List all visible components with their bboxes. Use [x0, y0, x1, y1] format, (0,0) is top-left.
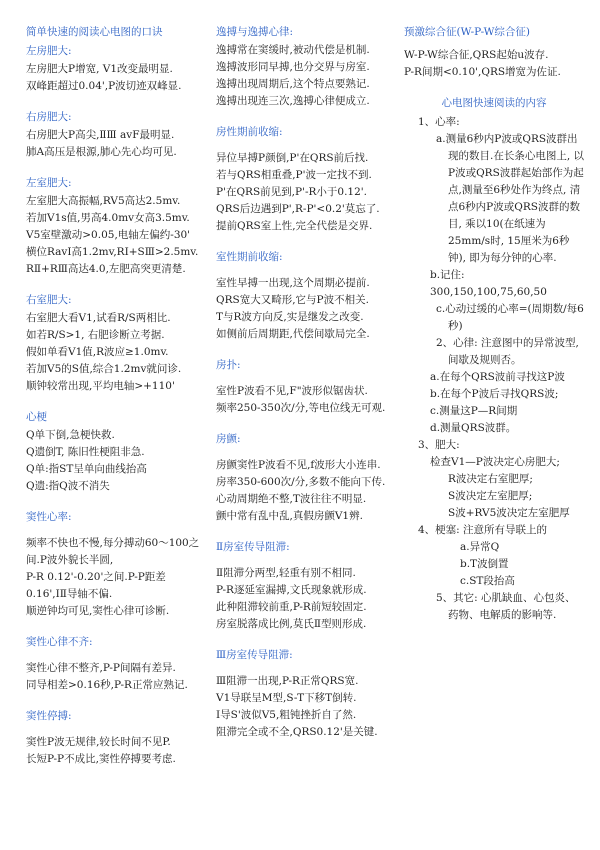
- text-line: P-R逐延室漏搏,文氏现象就形成.: [216, 584, 367, 596]
- spacer: [216, 375, 396, 383]
- text-line: 双峰距超过0.04',P波切迹双峰显.: [26, 80, 182, 92]
- spacer: [216, 449, 396, 457]
- list-item: 检查V1—P波决定心房肥大;: [430, 456, 560, 468]
- text-line: 逸搏出现连三次,逸搏心律便成立.: [216, 95, 370, 107]
- text-line: 顺逆钟均可见,窦性心律可诊断.: [26, 605, 170, 617]
- text-line: 同导相差>0.16秒,P-R正常应熟记.: [26, 679, 188, 691]
- section: [26, 509, 202, 620]
- section: [26, 175, 202, 278]
- left-sections: [26, 43, 202, 768]
- section: [26, 409, 202, 495]
- section-heading: 心梗: [26, 411, 47, 423]
- text-line: 顺钟较常出现,平均电轴>+110': [26, 380, 175, 392]
- section: [26, 634, 202, 694]
- text-line: 提前QRS室上性,完全代偿是交界.: [216, 220, 373, 232]
- text-line: Q遗:指Q波不消失: [26, 480, 110, 492]
- section-heading: 房扑:: [216, 359, 241, 371]
- text-line: Q单下倒,急梗快救.: [26, 429, 115, 441]
- list-item: a.测量6秒内P波或QRS波群出现的数目.在长条心电图上, 以P波或QRS波群起始部作为起点,测量至6秒处作为终点, 清点6秒内P波或QRS波群的数目, 乘以10(在纸速为25mm/s时, 15厘米为6秒钟), 即为每分钟的心率.: [436, 133, 585, 264]
- text-line: 窦性P波无规律,较长时间不见P.: [26, 736, 171, 748]
- spacer: [26, 652, 202, 660]
- list-item: 5、其它: 心肌缺血、心包炎、药物、电解质的影响等.: [436, 592, 576, 621]
- list-item: 2、心律: 注意图中的异常波型, 间歇及规则否。: [436, 337, 579, 366]
- text-line: 房室脱落成比例,莫氏Ⅱ型则形成.: [216, 618, 367, 630]
- list-item: R波决定右室肥厚;: [448, 473, 533, 485]
- middle-sections: [216, 24, 396, 741]
- text-line: 若与QRS相重叠,P'波一定找不到.: [216, 169, 372, 181]
- text-line: 左室肥大高振幅,RV5高达2.5mv.: [26, 195, 181, 207]
- list-item: b.在每个P波后寻找QRS波;: [430, 388, 559, 400]
- section-heading: Ⅱ房室传导阻滞:: [216, 541, 290, 553]
- section: [216, 357, 396, 417]
- section: [26, 292, 202, 395]
- text-line: 窦性心律不整齐,P-P间隔有差异.: [26, 662, 176, 674]
- section: [216, 249, 396, 343]
- text-line: 房率350-600次/分,多数不能向下传.: [216, 476, 386, 488]
- text-line: Ⅲ阻滞一出现,P-R正常QRS宽.: [216, 675, 359, 687]
- list-item: c.测量这P—R间期: [430, 405, 518, 417]
- quick-read-list: [404, 114, 584, 624]
- section: [26, 43, 202, 95]
- section-heading: 右房肥大:: [26, 111, 72, 123]
- section: [26, 708, 202, 768]
- text-line: RⅡ+RⅢ高达4.0,左肥高突更清楚.: [26, 263, 186, 275]
- section-heading: 窦性心律不齐:: [26, 636, 93, 648]
- text-line: 房颤窦性P波看不见,f波形大小连串.: [216, 459, 381, 471]
- spacer: [26, 527, 202, 535]
- list-item: b.T波倒置: [460, 558, 509, 570]
- section-heading: 房性期前收缩:: [216, 126, 283, 138]
- section-heading: 房颤:: [216, 433, 241, 445]
- list-item: d.测量QRS波群。: [430, 422, 517, 434]
- section: [216, 431, 396, 525]
- list-item: 4、梗塞: 注意所有导联上的: [418, 524, 548, 536]
- section: [216, 539, 396, 633]
- column-right: [404, 24, 584, 624]
- text-line: 左房肥大P增宽, V1改变最明显.: [26, 63, 173, 75]
- wpw-line-2: P-R间期<0.10',QRS增宽为佐证.: [404, 66, 561, 78]
- text-line: Q遗倒T, 陈旧性梗阻非急.: [26, 446, 145, 458]
- page-title: 简单快速的阅读心电图的口诀: [26, 26, 163, 38]
- text-line: 如若R/S>1, 右肥诊断立考据.: [26, 329, 165, 341]
- list-item: S波+RV5波决定左室肥厚: [448, 507, 570, 519]
- list-item: c.心动过缓的心率=(周期数/每6秒): [436, 303, 584, 332]
- section-heading: 逸搏与逸搏心律:: [216, 26, 294, 38]
- list-item: b.记住: 300,150,100,75,60,50: [430, 269, 547, 298]
- text-line: 右室肥大看V1,试看R/S两相比.: [26, 312, 171, 324]
- wpw-heading: 预激综合征(W-P-W综合征): [404, 26, 531, 38]
- text-line: Ⅰ导S'波似V5,粗钝挫折自了然.: [216, 709, 357, 721]
- spacer: [216, 665, 396, 673]
- section-heading: 室性期前收缩:: [216, 251, 283, 263]
- text-line: 频率不快也不慢,每分搏动60～100之间.P波外貌长半圆,: [26, 537, 200, 566]
- text-line: 假如单看V1值,R波应≥1.0mv.: [26, 346, 169, 358]
- text-line: 阻滞完全或不全,QRS0.12'是关键.: [216, 726, 378, 738]
- text-line: 频率250-350次/分,等电位线无可观.: [216, 402, 386, 414]
- text-line: V5室壁激动>0.05,电轴左偏约-30': [26, 229, 191, 241]
- section-heading: 左房肥大:: [26, 45, 72, 57]
- section-heading: 左室肥大:: [26, 177, 72, 189]
- text-line: P'在QRS前见到,P'-R小于0.12'.: [216, 186, 368, 198]
- text-line: V1导联呈M型,S-T下移T倒转.: [216, 692, 357, 704]
- list-item: a.在每个QRS波前寻找这P波: [430, 371, 565, 383]
- section-heading: 窦性心率:: [26, 511, 72, 523]
- text-line: 逸搏常在窦缓时,被动代偿是机制.: [216, 44, 370, 56]
- text-line: 逸搏波形同早搏,也分交界与房室.: [216, 61, 370, 73]
- text-line: 肺A高压是根源,肺心先心均可见.: [26, 146, 177, 158]
- list-item: S波决定左室肥厚;: [448, 490, 533, 502]
- text-line: 此种阻滞较前重,P-R前短较固定.: [216, 601, 367, 613]
- section-heading: 窦性停搏:: [26, 710, 72, 722]
- section-heading: 右室肥大:: [26, 294, 72, 306]
- spacer: [26, 726, 202, 734]
- text-line: Ⅱ阻滞分两型,轻重有别不相同.: [216, 567, 356, 579]
- text-line: 若加V1s值,男高4.0mv女高3.5mv.: [26, 212, 190, 224]
- text-line: 如侧前后周期距,代偿间歇局完全.: [216, 328, 370, 340]
- text-line: 心动周期绝不整,T波往往不明显.: [216, 493, 367, 505]
- spacer: [216, 142, 396, 150]
- quick-read-title: 心电图快速阅读的内容: [441, 97, 547, 109]
- spacer: [216, 267, 396, 275]
- section: [216, 647, 396, 741]
- text-line: 横位RavI高1.2mv,RⅠ+SⅢ>2.5mv.: [26, 246, 199, 258]
- text-line: T与R波方向反,实是继发之改变.: [216, 311, 364, 323]
- column-left: [26, 24, 202, 782]
- text-line: 长短P-P不成比,窦性停搏要考虑.: [26, 753, 176, 765]
- list-item: c.ST段抬高: [460, 575, 515, 587]
- section: [26, 109, 202, 161]
- spacer: [216, 557, 396, 565]
- text-line: 异位早搏P颜倒,P'在QRS前后找.: [216, 152, 369, 164]
- text-line: 右房肥大P高尖,ⅡⅢ avF最明显.: [26, 129, 175, 141]
- text-line: 颤中常有乱中乱,真假房颤V1辨.: [216, 510, 363, 522]
- list-item: 3、肥大:: [418, 439, 460, 451]
- text-line: QRS宽大又畸形,它与P波不相关.: [216, 294, 369, 306]
- section-heading: Ⅲ房室传导阻滞:: [216, 649, 293, 661]
- list-item: a.异常Q: [460, 541, 500, 553]
- text-line: Q单:指ST呈单向曲线抬高: [26, 463, 147, 475]
- section: [216, 24, 396, 110]
- list-item: 1、心率:: [418, 116, 460, 128]
- text-line: 若加V5的S值,综合1.2mv就问诊.: [26, 363, 182, 375]
- text-line: 室性早搏一出现,这个周期必提前.: [216, 277, 370, 289]
- text-line: QRS后边遇到P',R-P'<0.2'莫忘了.: [216, 203, 380, 215]
- text-line: 逸搏出现周期后,这个特点要熟记.: [216, 78, 370, 90]
- column-middle: [216, 24, 396, 755]
- text-line: P-R 0.12'-0.20'之间.P-P距差0.16',ⅠⅡ导轴不偏.: [26, 571, 166, 600]
- text-line: 室性P波看不见,F"波形似锯齿状.: [216, 385, 368, 397]
- wpw-line-1: W-P-W综合征,QRS起始u波存.: [404, 49, 549, 61]
- section: [216, 124, 396, 235]
